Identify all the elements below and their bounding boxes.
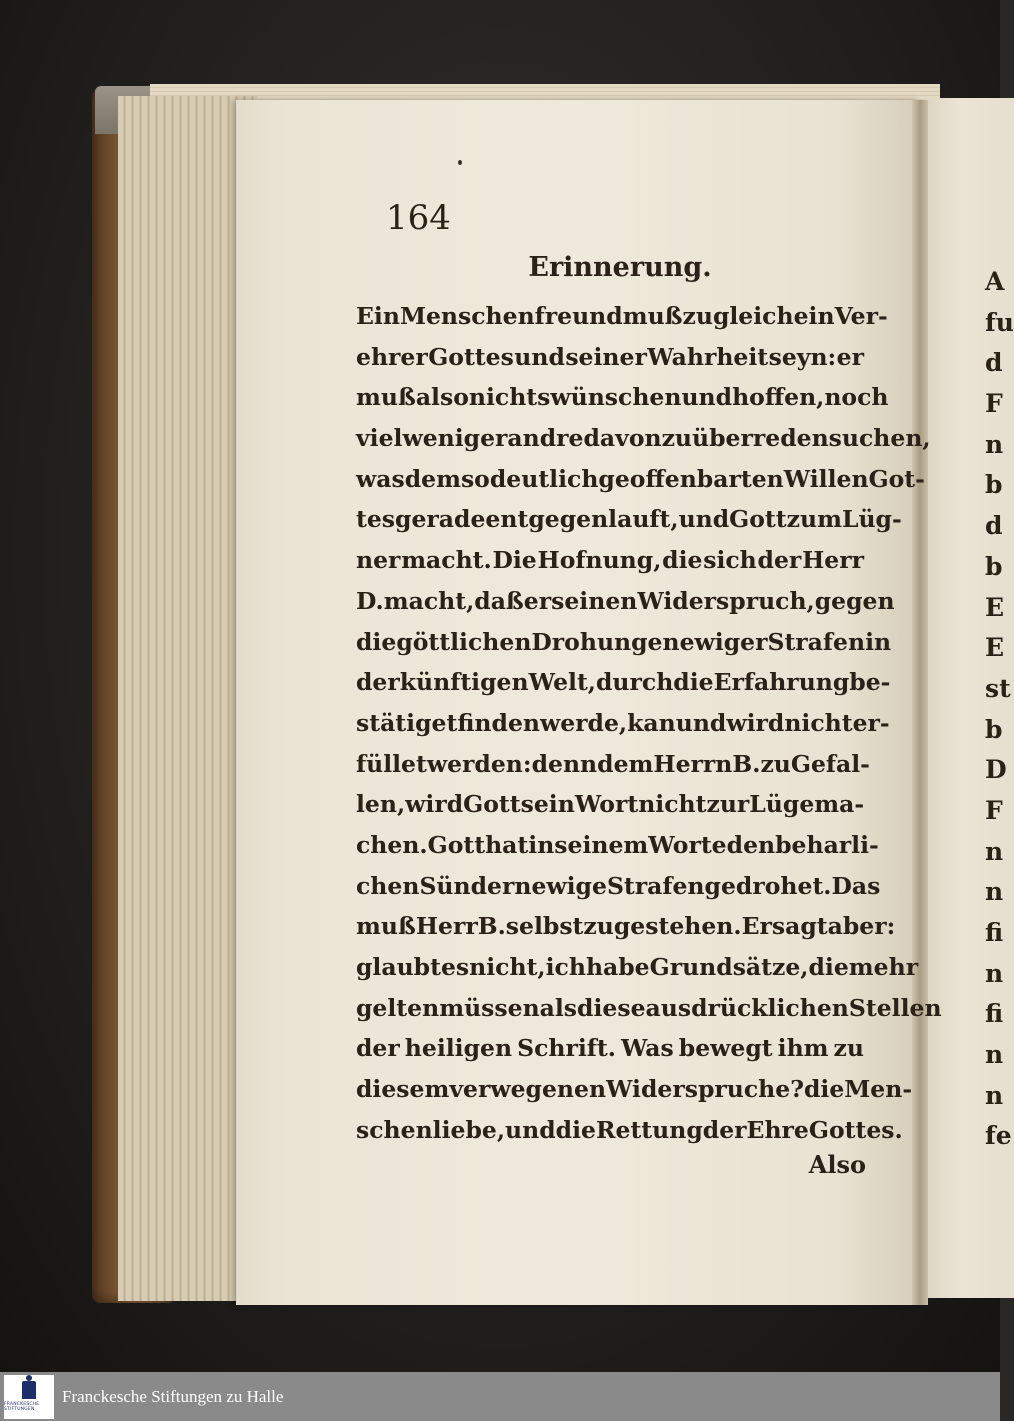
word: die <box>803 1075 845 1104</box>
text-line <box>356 499 902 540</box>
word: schenliebe, <box>356 1115 506 1144</box>
word: wird <box>405 790 464 819</box>
word: Got- <box>868 464 925 493</box>
word: aber: <box>827 912 896 941</box>
word: Er <box>741 912 772 941</box>
word: ein <box>793 302 835 330</box>
word: werden: <box>426 749 532 778</box>
word: davon <box>583 424 662 453</box>
logo-text: FRANCKESCHE STIFTUNGEN <box>4 1402 40 1412</box>
word: und <box>675 708 727 737</box>
facing-page-text <box>985 262 1014 1157</box>
word: nicht, <box>469 953 546 981</box>
word: Wahrheit <box>647 342 769 371</box>
body-text <box>356 296 942 1150</box>
word: Willen <box>783 464 869 493</box>
word: finden <box>457 708 540 737</box>
word: glaubt <box>356 953 441 981</box>
word: Die <box>492 546 537 575</box>
word: ewige <box>531 871 607 900</box>
word: göttlichen <box>396 627 532 656</box>
word: Das <box>831 871 881 900</box>
word: macht. <box>401 546 492 575</box>
text-line <box>356 988 942 1029</box>
word: deutlich <box>489 464 599 493</box>
text-line <box>356 337 864 378</box>
word: die <box>555 1115 596 1144</box>
word: es <box>440 953 470 981</box>
text-line <box>356 703 890 744</box>
word: zugestehen. <box>583 912 742 941</box>
word: Gottes <box>428 342 514 371</box>
text-line <box>356 825 879 866</box>
word: Gefal- <box>790 749 870 778</box>
word: Ein <box>356 302 400 330</box>
footer-caption: Franckesche Stiftungen zu Halle <box>62 1386 284 1406</box>
word: ausdrücklichen <box>645 993 849 1022</box>
facing-line-fragment: n <box>985 1080 1004 1110</box>
facing-line-fragment: n <box>985 877 1004 907</box>
word: was <box>356 464 405 493</box>
word: Wort <box>574 790 639 819</box>
word: Herr <box>415 912 478 941</box>
word: Gott <box>463 790 521 819</box>
facing-line-fragment: d <box>985 511 1003 541</box>
page-number: 164 <box>386 198 451 238</box>
paper-speck <box>458 160 462 165</box>
word: bewegt <box>678 1034 773 1063</box>
word: füllet <box>356 749 427 778</box>
word: Strafen <box>606 871 705 900</box>
text-line <box>356 581 895 622</box>
word: Lüg- <box>841 505 902 534</box>
word: kan <box>627 708 676 737</box>
word: chen <box>356 871 420 900</box>
word: habe <box>585 953 650 981</box>
text-line <box>356 540 864 581</box>
word: muß <box>622 302 683 330</box>
facing-line-fragment: b <box>985 551 1003 581</box>
word: Hofnung, <box>537 546 662 575</box>
facing-line-fragment: fu <box>985 307 1014 337</box>
word: Herr <box>802 546 864 575</box>
word: Lüge <box>749 790 815 819</box>
word: zum <box>786 505 842 534</box>
word: Sündern <box>419 871 532 900</box>
word: Welt, <box>528 668 596 697</box>
word: er <box>836 342 864 371</box>
word: Menschenfreund <box>399 302 623 330</box>
text-line <box>356 377 889 418</box>
word: Ver- <box>834 302 888 330</box>
word: zugleich <box>682 302 794 330</box>
word: muß <box>356 912 416 941</box>
word: stätiget <box>356 708 458 737</box>
word: dem <box>404 464 461 493</box>
word: sein <box>520 790 575 819</box>
word: zur <box>706 790 750 819</box>
word: Widerspruch, <box>637 586 815 615</box>
word: gerade <box>395 505 486 534</box>
word: nicht <box>638 790 707 819</box>
word: den <box>726 830 776 859</box>
word: Erfahrung <box>713 668 850 697</box>
text-line <box>356 947 919 988</box>
catchword: Also <box>808 1150 866 1179</box>
word: verwegenen <box>449 1075 607 1104</box>
word: denn <box>531 749 598 778</box>
word: Herrn <box>653 749 733 778</box>
facing-line-fragment: F <box>985 389 1003 419</box>
word: sagt <box>771 912 828 941</box>
word: Men- <box>844 1075 913 1104</box>
facing-line-fragment: fe <box>985 1121 1012 1151</box>
word: sich <box>703 546 757 575</box>
word: hat <box>485 830 529 859</box>
word: ehrer <box>356 342 428 371</box>
word: suchen, <box>828 424 931 453</box>
facing-line-fragment: fi <box>985 918 1004 947</box>
word: ma- <box>814 790 865 819</box>
word: zu <box>661 424 693 453</box>
word: er <box>523 586 552 615</box>
word: und <box>678 505 730 534</box>
word: vielweniger <box>356 424 508 453</box>
word: der <box>702 1115 747 1144</box>
facing-line-fragment: n <box>985 958 1004 988</box>
word: Widerspruche? <box>606 1075 804 1104</box>
word: hoffen, <box>732 383 825 412</box>
word: heiligen <box>404 1034 513 1063</box>
word: ner <box>356 546 401 575</box>
facing-line-fragment: fi <box>985 999 1004 1029</box>
facing-line-fragment: n <box>985 836 1004 866</box>
word: nicht <box>784 708 853 737</box>
word: Grundsätze, <box>649 953 809 981</box>
facing-line-fragment: d <box>985 348 1003 378</box>
text-line <box>356 866 881 907</box>
book-gutter <box>912 100 928 1305</box>
word: Rettung <box>595 1115 703 1144</box>
word: Stellen <box>848 993 942 1022</box>
facing-line-fragment: n <box>985 1040 1004 1070</box>
facing-line-fragment: st <box>985 673 1011 703</box>
word: die <box>662 546 703 575</box>
word: durch <box>595 668 674 697</box>
text-line <box>356 906 896 947</box>
word: seiner <box>565 342 647 371</box>
text-line <box>356 662 891 703</box>
word: ihm <box>777 1034 829 1063</box>
word: noch <box>824 383 889 412</box>
institution-logo <box>4 1375 54 1419</box>
word: und <box>514 342 565 371</box>
word: Gottes. <box>808 1115 903 1144</box>
word: B. <box>477 912 506 941</box>
word: die <box>808 953 849 981</box>
word: Worte <box>648 830 727 859</box>
facing-line-fragment: D <box>985 755 1007 785</box>
word: tes <box>356 505 396 534</box>
facing-line-fragment: b <box>985 470 1003 500</box>
word: so <box>460 464 490 493</box>
facing-line-fragment: F <box>985 795 1003 825</box>
word: lauft, <box>608 505 679 534</box>
word: zu <box>760 749 791 778</box>
text-line <box>356 418 931 459</box>
word: B. <box>732 749 761 778</box>
text-line <box>356 1069 913 1110</box>
word: werde, <box>539 708 628 737</box>
word: überreden <box>692 424 829 453</box>
text-line <box>356 296 888 337</box>
word: der <box>356 1034 400 1063</box>
word: len, <box>356 790 406 819</box>
text-line <box>356 459 925 500</box>
facing-line-fragment: E <box>985 592 1005 622</box>
word: ewiger <box>679 627 768 656</box>
text-line <box>356 1028 864 1069</box>
word: andre <box>507 424 584 453</box>
section-heading: Erinnerung. <box>528 252 712 283</box>
word: Strafen <box>767 627 866 656</box>
word: die <box>673 668 714 697</box>
word: diese <box>577 993 646 1022</box>
word: beharli- <box>775 830 879 859</box>
word: die <box>356 627 397 656</box>
logo-icon <box>22 1381 36 1399</box>
word: muß <box>356 383 416 412</box>
word: er- <box>852 708 890 737</box>
word: in <box>865 627 892 656</box>
word: und <box>681 383 733 412</box>
word: in <box>528 830 555 859</box>
word: seyn: <box>768 342 837 371</box>
word: gegen <box>814 586 895 615</box>
word: dem <box>597 749 654 778</box>
word: be- <box>849 668 891 697</box>
word: wünschen <box>550 383 682 412</box>
word: geoffenbarten <box>598 464 784 493</box>
word: Gott <box>427 830 486 859</box>
word: müssen <box>439 993 540 1022</box>
facing-line-fragment: n <box>985 429 1004 459</box>
word: D. <box>356 586 384 615</box>
facing-line-fragment: E <box>985 633 1005 663</box>
word: selbst <box>505 912 584 941</box>
word: wird <box>726 708 785 737</box>
facing-line-fragment: A <box>985 267 1005 296</box>
word: Drohungen <box>531 627 680 656</box>
word: zu <box>833 1034 864 1063</box>
word: künftigen <box>399 668 529 697</box>
word: gelten <box>356 993 440 1022</box>
footer-bar <box>0 1372 1000 1421</box>
word: diesem <box>356 1075 450 1104</box>
word: daß <box>474 586 524 615</box>
word: der <box>757 546 802 575</box>
word: mehr <box>848 953 919 981</box>
text-line <box>356 1110 903 1151</box>
word: gedrohet. <box>704 871 832 900</box>
word: und <box>505 1115 556 1144</box>
word: chen. <box>356 830 428 859</box>
word: also <box>415 383 469 412</box>
word: nichts <box>468 383 551 412</box>
word: als <box>539 993 578 1022</box>
text-line <box>356 744 870 785</box>
word: ich <box>545 953 586 981</box>
word: macht, <box>383 586 475 615</box>
word: seinem <box>554 830 649 859</box>
facing-line-fragment: b <box>985 714 1003 744</box>
word: der <box>356 668 400 697</box>
word: Schrift. <box>517 1034 616 1063</box>
text-line <box>356 784 864 825</box>
word: seinen <box>551 586 638 615</box>
word: Was <box>620 1034 674 1063</box>
word: Ehre <box>746 1115 809 1144</box>
word: entgegen <box>485 505 609 534</box>
text-line <box>356 622 892 663</box>
word: Gott <box>729 505 787 534</box>
